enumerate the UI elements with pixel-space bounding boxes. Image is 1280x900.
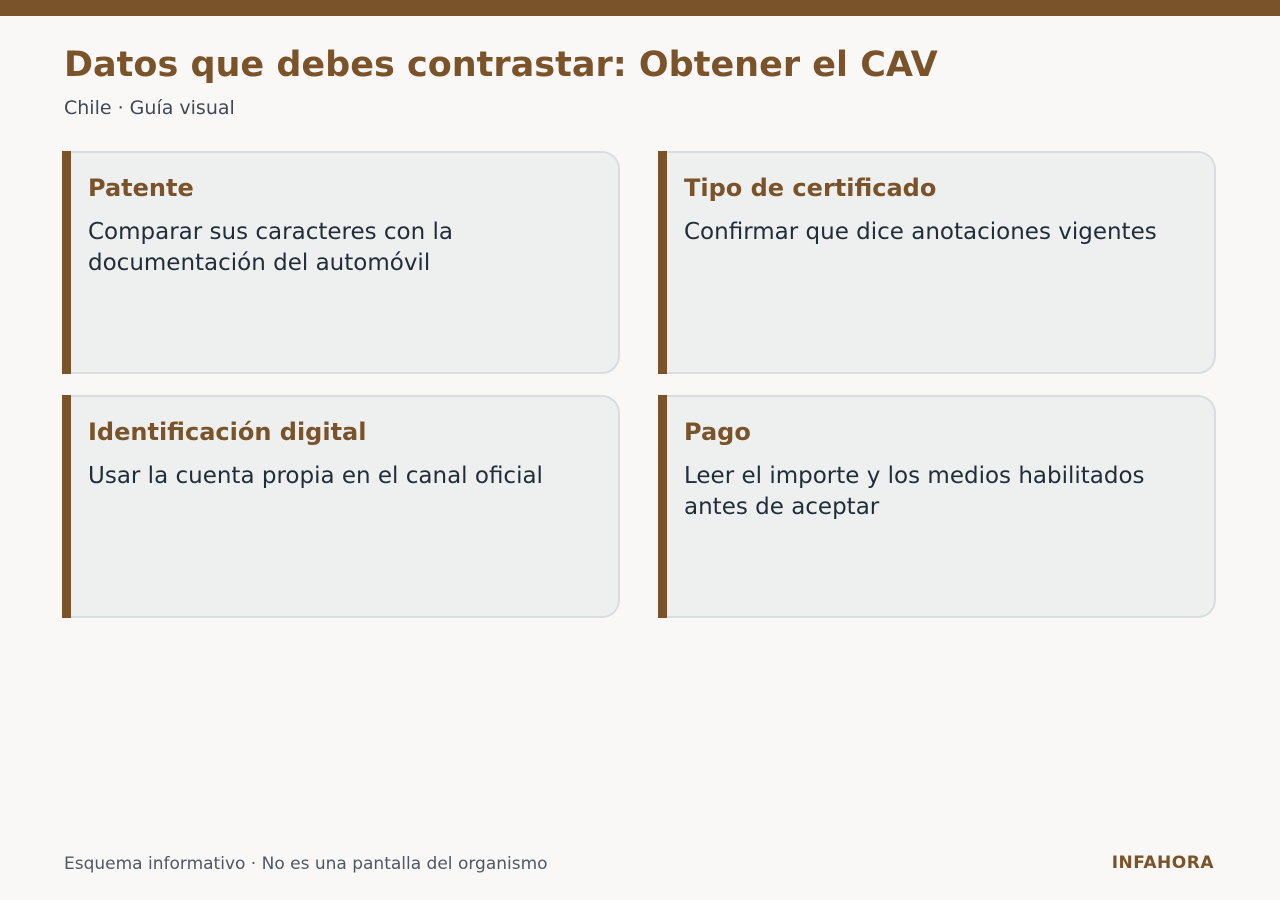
card-title: Tipo de certificado bbox=[684, 174, 937, 202]
card-identificacion-digital bbox=[62, 395, 620, 618]
card-title: Identificación digital bbox=[88, 418, 367, 446]
card-text: Confirmar que dice anotaciones vigentes bbox=[684, 219, 1157, 245]
page-title: Datos que debes contrastar: Obtener el CAV bbox=[64, 45, 938, 85]
brand-logo-text: INFAHORA bbox=[1111, 853, 1214, 873]
card-text: Usar la cuenta propia en el canal oficial bbox=[88, 463, 543, 489]
top-accent-bar bbox=[0, 0, 1280, 16]
card-grid bbox=[62, 151, 1216, 618]
page-subtitle: Chile · Guía visual bbox=[64, 97, 235, 119]
card-tipo-de-certificado bbox=[658, 151, 1216, 374]
card-title: Patente bbox=[88, 174, 194, 202]
card-title: Pago bbox=[684, 418, 751, 446]
card-text: Leer el importe y los medios habilitados antes de aceptar bbox=[684, 463, 1145, 520]
card-pago bbox=[658, 395, 1216, 618]
card-patente bbox=[62, 151, 620, 374]
card-text: Comparar sus caracteres con la documentación del automóvil bbox=[88, 219, 453, 276]
footer-disclaimer: Esquema informativo · No es una pantalla del organismo bbox=[64, 854, 548, 874]
